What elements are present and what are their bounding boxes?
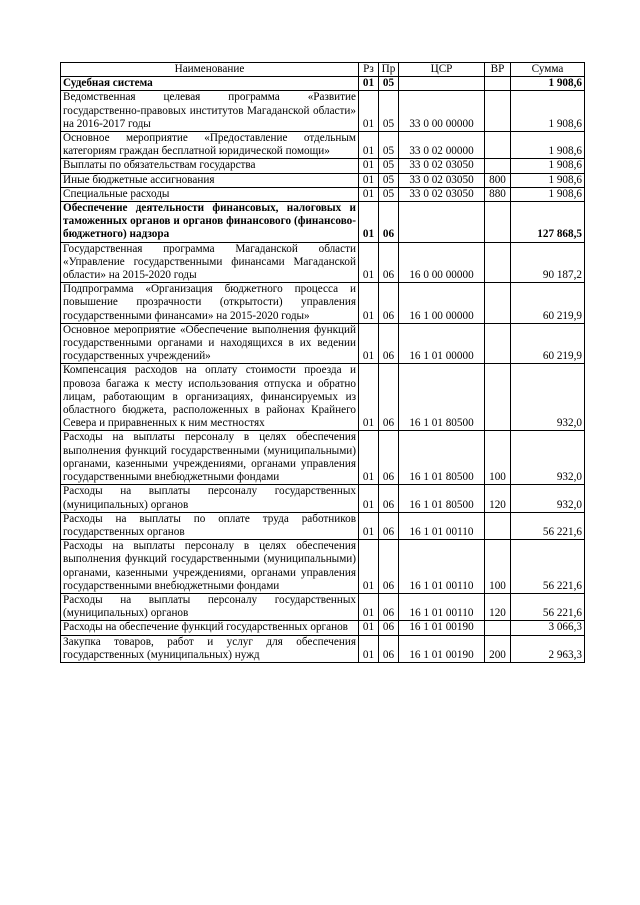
vr-cell [485, 323, 511, 364]
pr-cell: 05 [379, 173, 399, 187]
sum-cell: 90 187,2 [511, 242, 585, 283]
name-cell: Ведомственная целевая программа «Развитие государственно-правовых институтов Магаданской области» на 2016-2017 годы [61, 91, 359, 132]
pr-cell: 05 [379, 187, 399, 201]
rz-cell: 01 [359, 512, 379, 539]
name-cell: Расходы на выплаты персоналу в целях обеспечения выполнения функций государственными (муниципальными) органами, казенными учреждениями, органами управления государственными внебюджетными фондами [61, 540, 359, 594]
vr-cell [485, 159, 511, 173]
rz-cell: 01 [359, 202, 379, 243]
name-cell: Расходы на обеспечение функций государственных органов [61, 621, 359, 635]
vr-cell: 880 [485, 187, 511, 201]
sum-cell: 56 221,6 [511, 512, 585, 539]
pr-cell: 06 [379, 431, 399, 485]
rz-cell: 01 [359, 635, 379, 662]
sum-cell: 1 908,6 [511, 91, 585, 132]
pr-cell: 06 [379, 485, 399, 512]
rz-cell: 01 [359, 283, 379, 324]
csr-cell: 16 0 00 00000 [399, 242, 485, 283]
csr-cell: 33 0 00 00000 [399, 91, 485, 132]
rz-cell: 01 [359, 323, 379, 364]
pr-cell: 06 [379, 540, 399, 594]
rz-cell: 01 [359, 621, 379, 635]
csr-cell: 33 0 02 03050 [399, 173, 485, 187]
name-cell: Судебная система [61, 77, 359, 91]
vr-cell: 100 [485, 431, 511, 485]
vr-cell: 100 [485, 540, 511, 594]
name-cell: Расходы на выплаты персоналу государственных (муниципальных) органов [61, 593, 359, 620]
name-cell: Основное мероприятие «Предоставление отдельным категориям граждан бесплатной юридической помощи» [61, 132, 359, 159]
sum-cell: 1 908,6 [511, 77, 585, 91]
sum-cell: 1 908,6 [511, 187, 585, 201]
table-row [61, 364, 585, 431]
pr-cell: 06 [379, 593, 399, 620]
vr-cell [485, 202, 511, 243]
rz-cell: 01 [359, 485, 379, 512]
pr-cell: 05 [379, 159, 399, 173]
table-row [61, 242, 585, 283]
table-row [61, 187, 585, 201]
vr-cell: 120 [485, 485, 511, 512]
pr-cell: 06 [379, 364, 399, 431]
table-row [61, 485, 585, 512]
name-cell: Специальные расходы [61, 187, 359, 201]
vr-cell [485, 364, 511, 431]
sum-cell: 56 221,6 [511, 540, 585, 594]
pr-cell: 06 [379, 635, 399, 662]
table-row [61, 323, 585, 364]
table-row [61, 512, 585, 539]
section-row [61, 77, 585, 91]
header-row [61, 63, 585, 77]
rz-cell: 01 [359, 77, 379, 91]
csr-cell: 33 0 02 00000 [399, 132, 485, 159]
csr-cell: 16 1 01 00000 [399, 323, 485, 364]
pr-cell: 05 [379, 132, 399, 159]
csr-cell: 33 0 02 03050 [399, 187, 485, 201]
table-header [61, 63, 585, 77]
sum-cell: 1 908,6 [511, 159, 585, 173]
csr-cell: 16 1 00 00000 [399, 283, 485, 324]
vr-cell: 120 [485, 593, 511, 620]
sum-cell: 56 221,6 [511, 593, 585, 620]
section-row [61, 202, 585, 243]
header-name: Наименование [61, 63, 359, 77]
sum-cell: 1 908,6 [511, 132, 585, 159]
rz-cell: 01 [359, 431, 379, 485]
pr-cell: 06 [379, 621, 399, 635]
vr-cell [485, 621, 511, 635]
csr-cell: 16 1 01 80500 [399, 485, 485, 512]
budget-table [60, 62, 585, 663]
name-cell: Государственная программа Магаданской области «Управление государственными финансами Магаданской области» на 2015-2020 годы [61, 242, 359, 283]
csr-cell: 16 1 01 00110 [399, 540, 485, 594]
sum-cell: 127 868,5 [511, 202, 585, 243]
csr-cell: 16 1 01 00110 [399, 593, 485, 620]
pr-cell: 05 [379, 77, 399, 91]
pr-cell: 06 [379, 202, 399, 243]
header-vr: ВР [485, 63, 511, 77]
csr-cell [399, 77, 485, 91]
table-row [61, 132, 585, 159]
rz-cell: 01 [359, 593, 379, 620]
name-cell: Основное мероприятие «Обеспечение выполнения функций государственными органами и находящихся в их ведении государственных учреждений» [61, 323, 359, 364]
name-cell: Иные бюджетные ассигнования [61, 173, 359, 187]
vr-cell [485, 132, 511, 159]
table-row [61, 540, 585, 594]
table-row [61, 431, 585, 485]
rz-cell: 01 [359, 187, 379, 201]
header-rz: Рз [359, 63, 379, 77]
csr-cell: 16 1 01 00110 [399, 512, 485, 539]
pr-cell: 05 [379, 91, 399, 132]
name-cell: Расходы на выплаты персоналу государственных (муниципальных) органов [61, 485, 359, 512]
pr-cell: 06 [379, 323, 399, 364]
table-row [61, 635, 585, 662]
table-row [61, 593, 585, 620]
rz-cell: 01 [359, 132, 379, 159]
vr-cell [485, 91, 511, 132]
rz-cell: 01 [359, 242, 379, 283]
csr-cell: 16 1 01 00190 [399, 635, 485, 662]
vr-cell: 800 [485, 173, 511, 187]
sum-cell: 2 963,3 [511, 635, 585, 662]
vr-cell [485, 283, 511, 324]
sum-cell: 3 066,3 [511, 621, 585, 635]
vr-cell: 200 [485, 635, 511, 662]
name-cell: Подпрограмма «Организация бюджетного процесса и повышение прозрачности (открытости) управления государственными финансами» на 2015-2020 годы» [61, 283, 359, 324]
name-cell: Обеспечение деятельности финансовых, налоговых и таможенных органов и органов финансового (финансово-бюджетного) надзора [61, 202, 359, 243]
name-cell: Выплаты по обязательствам государства [61, 159, 359, 173]
table-row [61, 621, 585, 635]
table-row [61, 91, 585, 132]
csr-cell: 16 1 01 80500 [399, 431, 485, 485]
sum-cell: 932,0 [511, 485, 585, 512]
vr-cell [485, 242, 511, 283]
rz-cell: 01 [359, 364, 379, 431]
header-sum: Сумма [511, 63, 585, 77]
rz-cell: 01 [359, 173, 379, 187]
sum-cell: 932,0 [511, 364, 585, 431]
sum-cell: 60 219,9 [511, 283, 585, 324]
vr-cell [485, 77, 511, 91]
table-body [61, 77, 585, 663]
header-csr: ЦСР [399, 63, 485, 77]
sum-cell: 1 908,6 [511, 173, 585, 187]
name-cell: Расходы на выплаты персоналу в целях обеспечения выполнения функций государственными (муниципальными) органами, казенными учреждениями, органами управления государственными внебюджетными фондами [61, 431, 359, 485]
csr-cell: 16 1 01 80500 [399, 364, 485, 431]
rz-cell: 01 [359, 159, 379, 173]
csr-cell: 33 0 02 03050 [399, 159, 485, 173]
pr-cell: 06 [379, 283, 399, 324]
table-row [61, 159, 585, 173]
csr-cell [399, 202, 485, 243]
name-cell: Расходы на выплаты по оплате труда работников государственных органов [61, 512, 359, 539]
pr-cell: 06 [379, 512, 399, 539]
table-row [61, 173, 585, 187]
vr-cell [485, 512, 511, 539]
name-cell: Закупка товаров, работ и услуг для обеспечения государственных (муниципальных) нужд [61, 635, 359, 662]
sum-cell: 60 219,9 [511, 323, 585, 364]
rz-cell: 01 [359, 91, 379, 132]
header-pr: Пр [379, 63, 399, 77]
sum-cell: 932,0 [511, 431, 585, 485]
name-cell: Компенсация расходов на оплату стоимости проезда и провоза багажа к месту использования отпуска и обратно лицам, работающим в организациях, финансируемых из областного бюджета, расположенных в районах Крайнего Севера и приравненных к ним местностях [61, 364, 359, 431]
csr-cell: 16 1 01 00190 [399, 621, 485, 635]
table-row [61, 283, 585, 324]
pr-cell: 06 [379, 242, 399, 283]
rz-cell: 01 [359, 540, 379, 594]
